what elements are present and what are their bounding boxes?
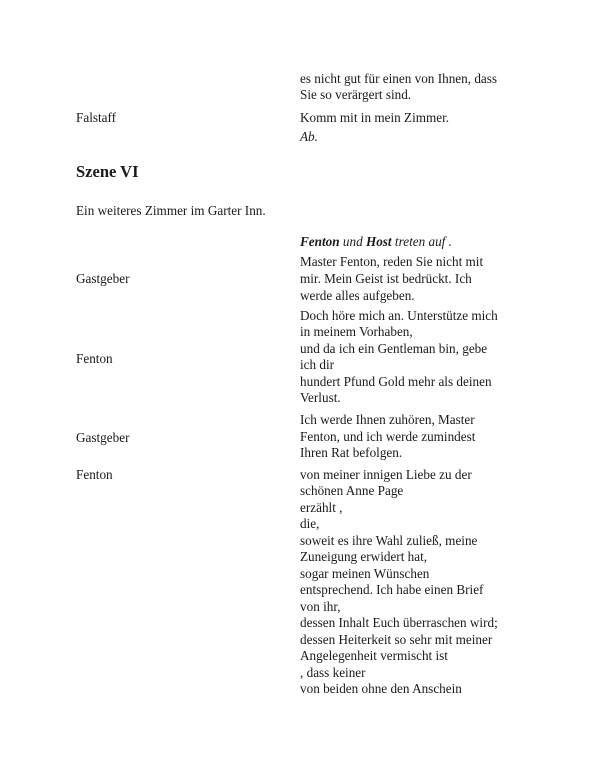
dialogue-line: Master Fenton, reden Sie nicht mit — [300, 254, 484, 269]
dialogue-line: hundert Pfund Gold mehr als deinen — [300, 374, 492, 389]
dialogue-line: die, — [300, 516, 320, 531]
dialogue-line: Doch höre mich an. Unterstütze mich — [300, 308, 498, 323]
dialogue-line: dessen Heiterkeit so sehr mit meiner — [300, 632, 493, 647]
speaker-fenton: Fenton — [76, 467, 113, 482]
dialogue-line: Ihren Rat befolgen. — [300, 445, 403, 460]
falstaff-line: Komm mit in mein Zimmer. — [300, 110, 450, 125]
entrance-rest: treten auf . — [391, 234, 452, 249]
dialogue-line: Zuneigung erwidert hat, — [300, 549, 428, 564]
scene-title: Szene VI — [76, 162, 139, 181]
dialogue-line: ich dir — [300, 357, 335, 372]
speaker-gastgeber: Gastgeber — [76, 430, 130, 445]
dialogue-line: soweit es ihre Wahl zuließ, meine — [300, 533, 478, 548]
dialogue-line: werde alles aufgeben. — [300, 288, 415, 303]
dialogue-line: Ich werde Ihnen zuhören, Master — [300, 412, 475, 427]
entrance-name-fenton: Fenton — [300, 234, 340, 249]
continuation-line: Sie so verärgert sind. — [300, 87, 412, 102]
dialogue-line: Angelegenheit vermischt ist — [300, 648, 448, 663]
scene-setting: Ein weiteres Zimmer im Garter Inn. — [76, 203, 266, 218]
dialogue-line: von beiden ohne den Anschein — [300, 681, 462, 696]
stage-direction-exit: Ab. — [300, 129, 318, 144]
dialogue-line: erzählt , — [300, 500, 343, 515]
dialogue-line: , dass keiner — [300, 665, 366, 680]
speaker-fenton: Fenton — [76, 351, 113, 366]
dialogue-line: Verlust. — [300, 390, 341, 405]
dialogue-line: von ihr, — [300, 599, 341, 614]
entrance-und: und — [339, 234, 366, 249]
dialogue-line: von meiner innigen Liebe zu der — [300, 467, 472, 482]
dialogue-line: entsprechend. Ich habe einen Brief — [300, 582, 484, 597]
dialogue-line: dessen Inhalt Euch überraschen wird; — [300, 615, 498, 630]
dialogue-line: Fenton, und ich werde zumindest — [300, 429, 476, 444]
dialogue-line: mir. Mein Geist ist bedrückt. Ich — [300, 271, 472, 286]
dialogue-line: in meinem Vorhaben, — [300, 324, 413, 339]
speaker-gastgeber: Gastgeber — [76, 271, 130, 286]
dialogue-line: und da ich ein Gentleman bin, gebe — [300, 341, 488, 356]
dialogue-line: sogar meinen Wünschen — [300, 566, 430, 581]
speaker-falstaff: Falstaff — [76, 110, 117, 125]
stage-direction-entrance — [300, 234, 530, 250]
entrance-name-host: Host — [365, 234, 392, 249]
dialogue-line: schönen Anne Page — [300, 483, 404, 498]
continuation-line: es nicht gut für einen von Ihnen, dass — [300, 71, 498, 86]
